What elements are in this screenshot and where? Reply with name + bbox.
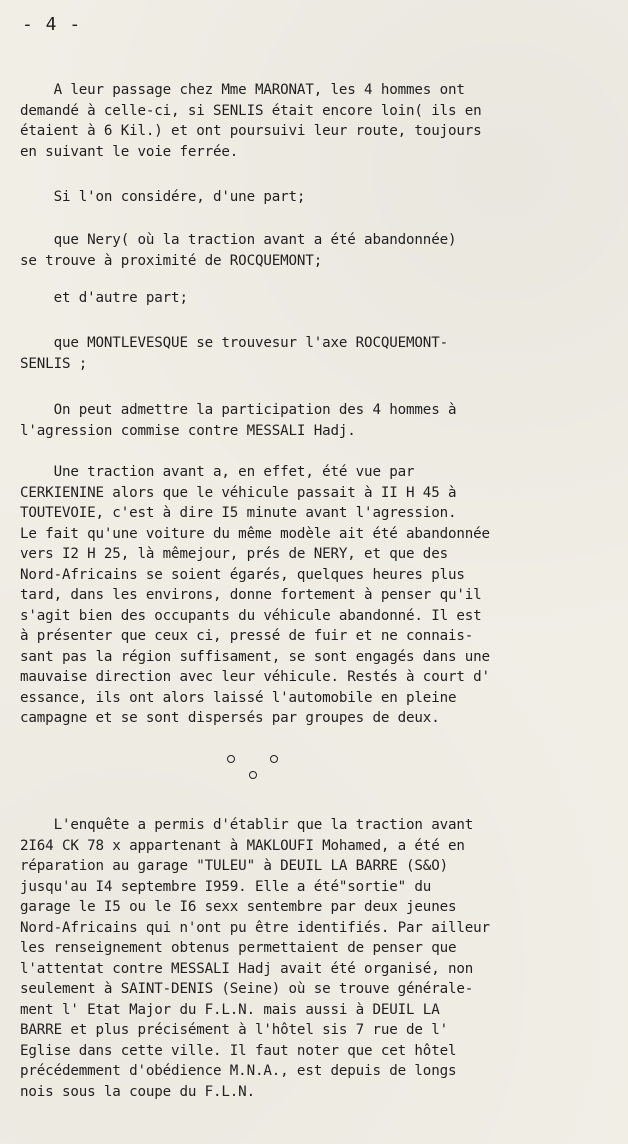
paragraph-autre-part: et d'autre part; xyxy=(20,290,188,306)
paragraph-nery: que Nery( où la traction avant a été abandonnée) se trouve à proximité de ROCQUEMONT; xyxy=(20,232,457,269)
paragraph-considere: Si l'on considére, d'une part; xyxy=(20,189,306,205)
paragraph-montlevesque: que MONTLEVESQUE se trouvesur l'axe ROCQUEMONT- SENLIS ; xyxy=(20,335,448,372)
separator-dot xyxy=(227,755,235,763)
separator-dot xyxy=(270,755,278,763)
paragraph-traction: Une traction avant a, en effet, été vue par CERKIENINE alors que le véhicule passait à II H 45 à TOUTEVOIE, c'est à dire I5 minute avant l'agression. Le fait qu'une voiture du même modèle ait été abandonnée vers I2 H 25, là mêmejour, prés de NERY, et que des Nord-Africains se soient égarés, quelques heures plus tard, dans les environs, donne fortement à penser qu'il s'agit bien des occupants du véhicule abandonné. Il est à présenter que ceux ci, pressé de fuir et ne connais- sant pas la région suffisament, se sont engagés dans une mauvaise direction avec leur véhicule. Restés à court d' essance, ils ont alors laissé l'automobile en pleine campagne et se sont dispersés par groupes de deux. xyxy=(20,464,490,726)
paragraph-admettre: On peut admettre la participation des 4 hommes à l'agression commise contre MESSALI Hadj. xyxy=(20,402,457,439)
page-number: - 4 - xyxy=(22,14,82,35)
paragraph-passage: A leur passage chez Mme MARONAT, les 4 hommes ont demandé à celle-ci, si SENLIS était encore loin( ils en étaient à 6 Kil.) et ont poursuivi leur route, toujours en suivant le voie ferrée. xyxy=(20,82,482,160)
separator-dot xyxy=(249,771,257,779)
paragraph-enquete: L'enquête a permis d'établir que la traction avant 2I64 CK 78 x appartenant à MAKLOUFI Mohamed, a été en réparation au garage "TULEU" à DEUIL LA BARRE (S&O) jusqu'au I4 septembre I959. Elle a été"sortie" du garage le I5 ou le I6 sexx sentembre par deux jeunes Nord-Africains qui n'ont pu être identifiés. Par ailleur les renseignement obtenus permettaient de penser que l'attentat contre MESSALI Hadj avait été organisé, non seulement à SAINT-DENIS (Seine) où se trouve générale- ment l' Etat Major du F.L.N. mais aussi à DEUIL LA BARRE et plus précisément à l'hôtel sis 7 rue de l' Eglise dans cette ville. Il faut noter que cet hôtel précédemment d'obédience M.N.A., est depuis de longs nois sous la coupe du F.L.N. xyxy=(20,817,490,1100)
